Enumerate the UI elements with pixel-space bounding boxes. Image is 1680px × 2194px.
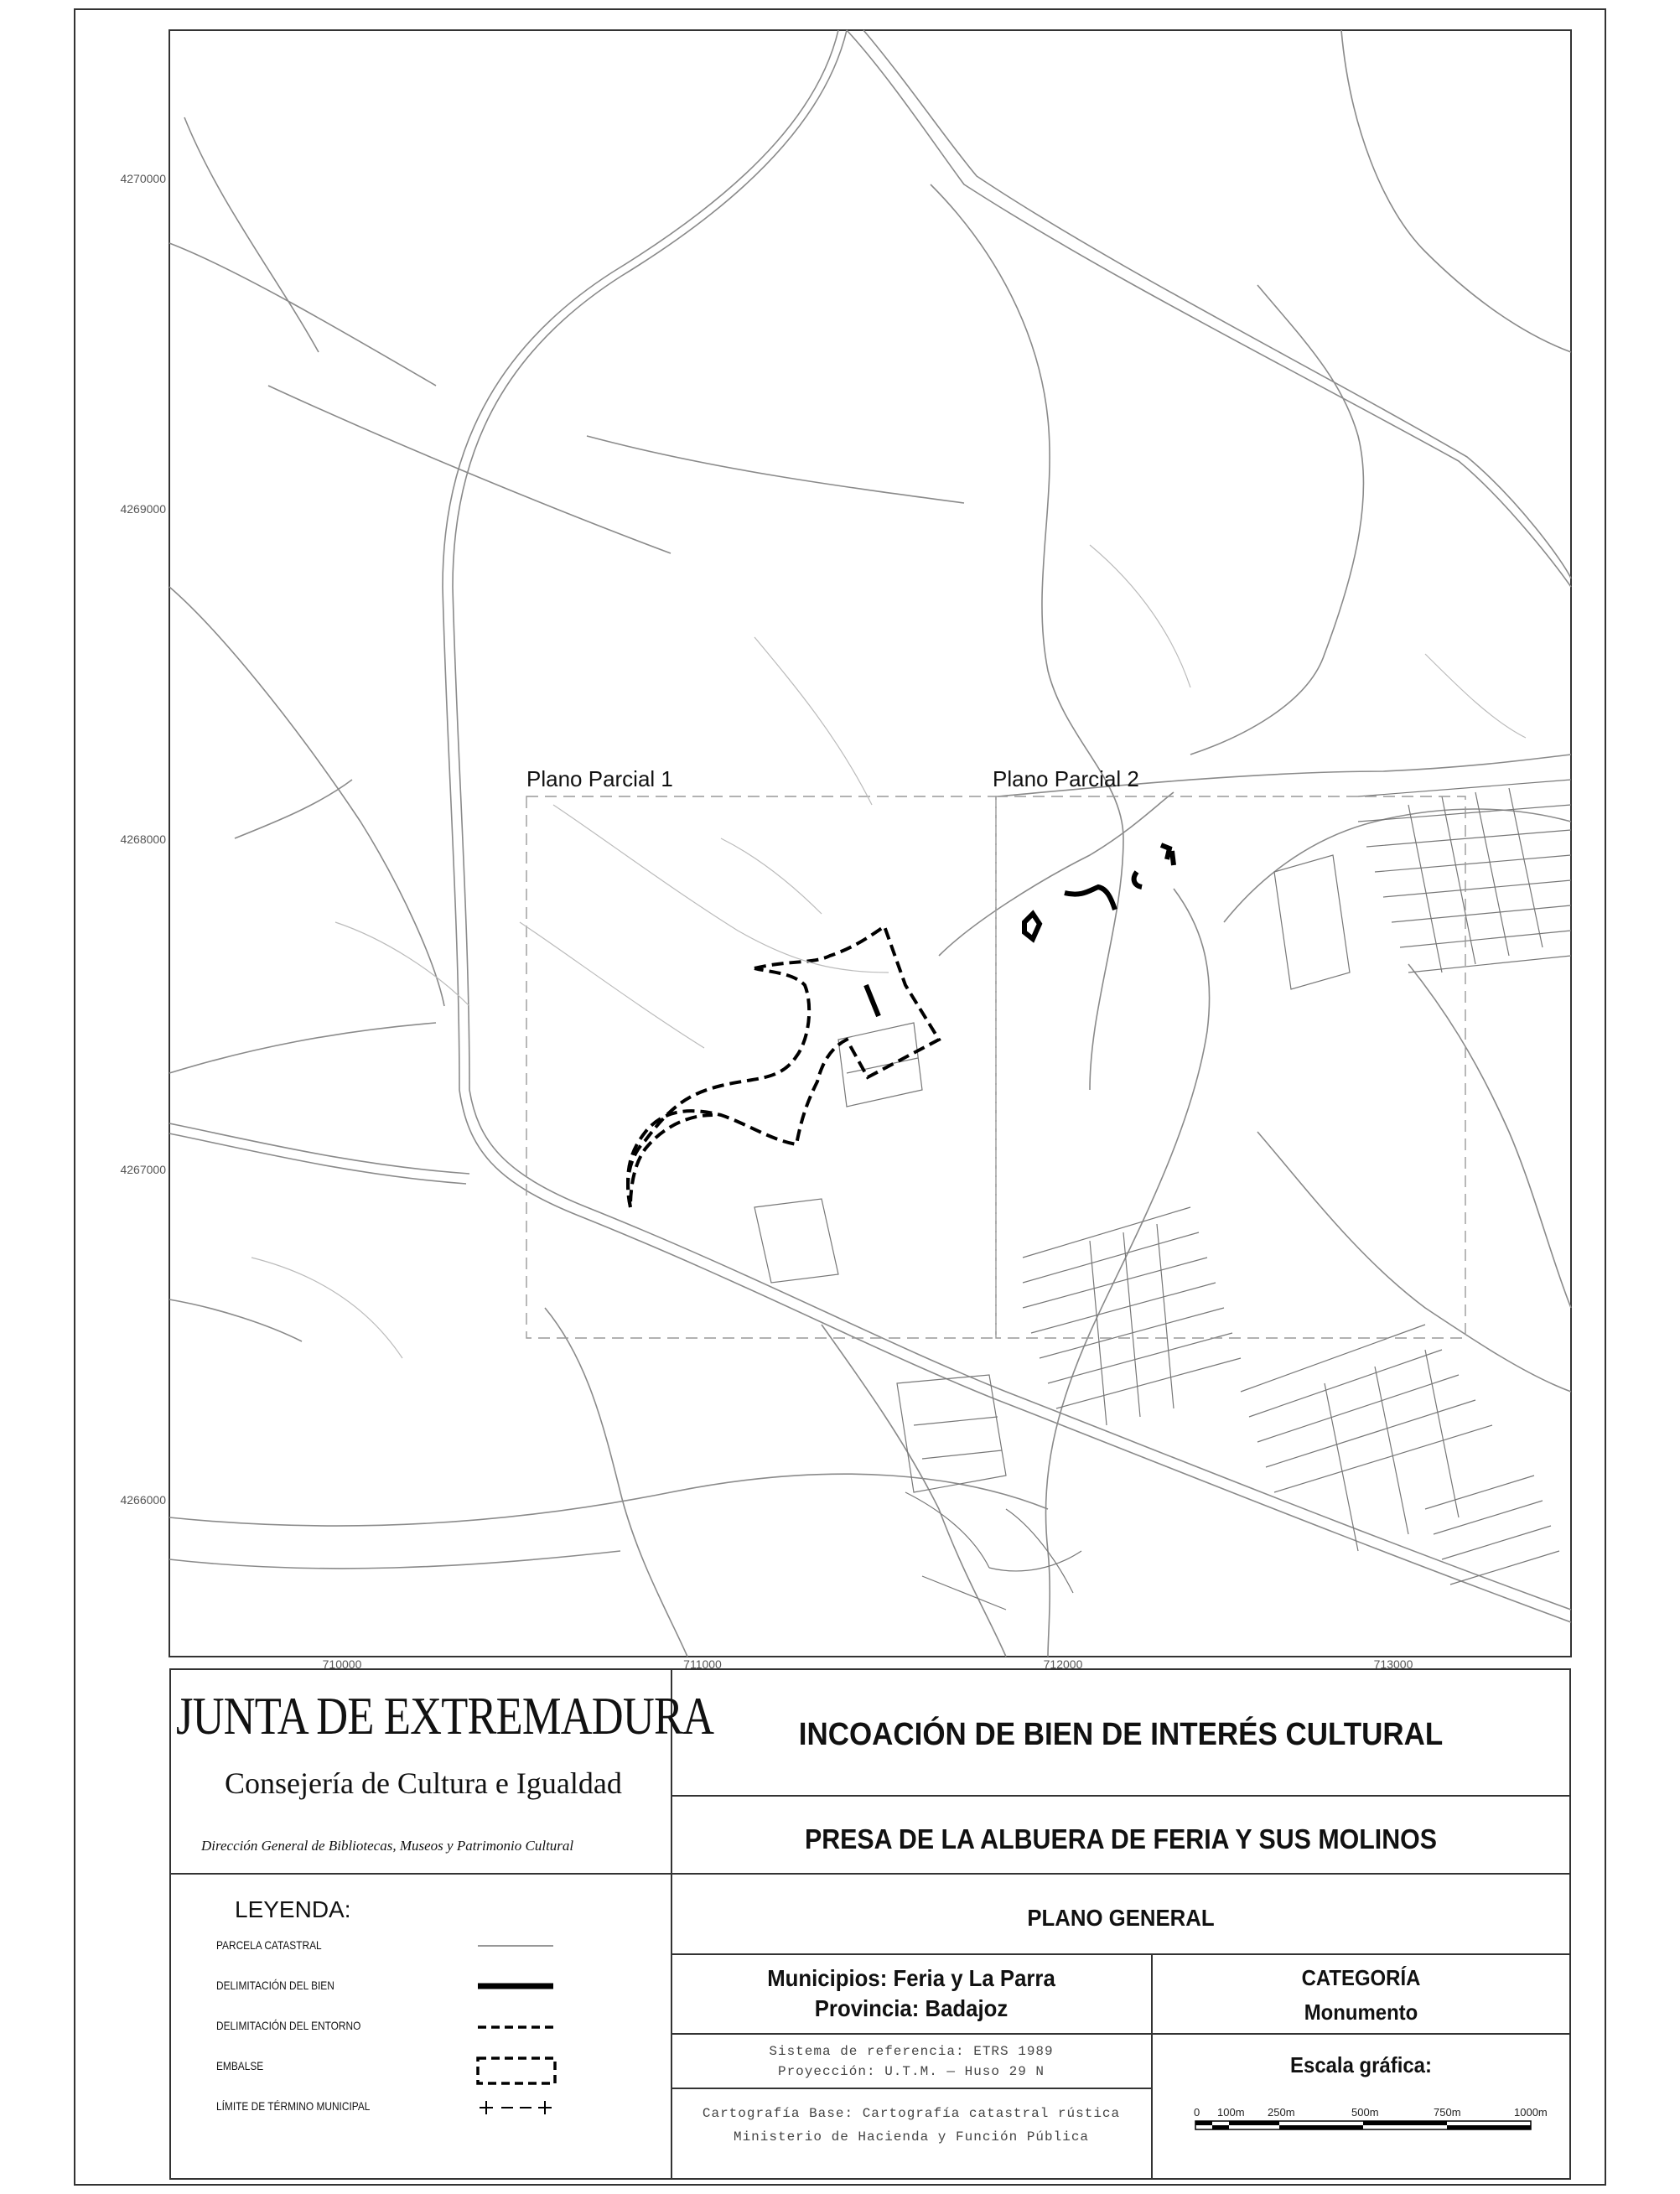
terrain-lines bbox=[251, 545, 1526, 1358]
legend-item-embalse: EMBALSE bbox=[216, 2059, 264, 2072]
plano-parcial-boxes bbox=[526, 796, 1465, 1338]
y-tick-label: 4268000 bbox=[120, 832, 166, 846]
projection: Proyección: U.T.M. — Huso 29 N bbox=[777, 2064, 1045, 2079]
ministry: Ministerio de Hacienda y Función Pública bbox=[733, 2129, 1090, 2145]
x-tick-label: 711000 bbox=[683, 1657, 722, 1671]
scale-mark: 0 bbox=[1194, 2106, 1200, 2119]
y-tick-label: 4270000 bbox=[120, 172, 166, 185]
scale-mark: 750m bbox=[1434, 2106, 1461, 2119]
y-tick-label: 4266000 bbox=[120, 1493, 166, 1507]
title-block-divider bbox=[671, 1795, 1571, 1797]
title-block-divider bbox=[169, 1873, 1571, 1875]
x-tick-label: 712000 bbox=[1043, 1657, 1083, 1671]
scale-mark: 500m bbox=[1351, 2106, 1379, 2119]
plano-parcial-2-label: Plano Parcial 2 bbox=[993, 766, 1139, 791]
entorno-boundary bbox=[628, 926, 939, 1207]
scale-mark: 100m bbox=[1217, 2106, 1245, 2119]
y-tick-label: 4267000 bbox=[120, 1163, 166, 1176]
title-block-divider bbox=[671, 1953, 1571, 1955]
bien-boundary bbox=[866, 845, 1174, 1016]
municipios: Municipios: Feria y La Parra bbox=[767, 1965, 1055, 1991]
title-block-divider bbox=[671, 2033, 1571, 2035]
legend-item-parcela: PARCELA CATASTRAL bbox=[216, 1938, 322, 1952]
scale-mark: 250m bbox=[1268, 2106, 1295, 2119]
x-tick-label: 710000 bbox=[322, 1657, 362, 1671]
document-title: INCOACIÓN DE BIEN DE INTERÉS CULTURAL bbox=[798, 1717, 1444, 1752]
legend-item-bien: DELIMITACIÓN DEL BIEN bbox=[216, 1979, 334, 1992]
plan-type: PLANO GENERAL bbox=[1027, 1905, 1215, 1931]
document-subtitle: PRESA DE LA ALBUERA DE FERIA Y SUS MOLINOS bbox=[804, 1823, 1438, 1854]
provincia: Provincia: Badajoz bbox=[814, 1995, 1009, 2021]
reference-system: Sistema de referencia: ETRS 1989 bbox=[769, 2044, 1054, 2059]
parcel-lines bbox=[169, 30, 1571, 1657]
legend-title: LEYENDA: bbox=[235, 1896, 351, 1922]
y-tick-label: 4269000 bbox=[120, 502, 166, 516]
category-value: Monumento bbox=[1304, 1999, 1418, 2025]
embalse-outline bbox=[628, 968, 809, 1207]
x-tick-label: 713000 bbox=[1373, 1657, 1413, 1671]
legend-item-limite: LÍMITE DE TÉRMINO MUNICIPAL bbox=[216, 2099, 371, 2113]
category-label: CATEGORÍA bbox=[1301, 1965, 1421, 1990]
department-name: Consejería de Cultura e Igualdad bbox=[225, 1766, 622, 1800]
scale-mark: 1000m bbox=[1514, 2106, 1548, 2119]
title-block-divider bbox=[1151, 1953, 1153, 2180]
scale-title: Escala gráfica: bbox=[1290, 2052, 1432, 2077]
plano-parcial-1-label: Plano Parcial 1 bbox=[526, 766, 673, 791]
legend-item-entorno: DELIMITACIÓN DEL ENTORNO bbox=[216, 2019, 361, 2032]
title-block-divider bbox=[671, 2088, 1151, 2089]
directorate-name: Dirección General de Bibliotecas, Museos y Patrimonio Cultural bbox=[201, 1838, 574, 1854]
dense-parcels bbox=[754, 780, 1571, 1610]
cartography-base: Cartografía Base: Cartografía catastral rústica bbox=[702, 2106, 1121, 2121]
org-logo-text: JUNTA DE EXTREMADURA bbox=[176, 1686, 714, 1745]
